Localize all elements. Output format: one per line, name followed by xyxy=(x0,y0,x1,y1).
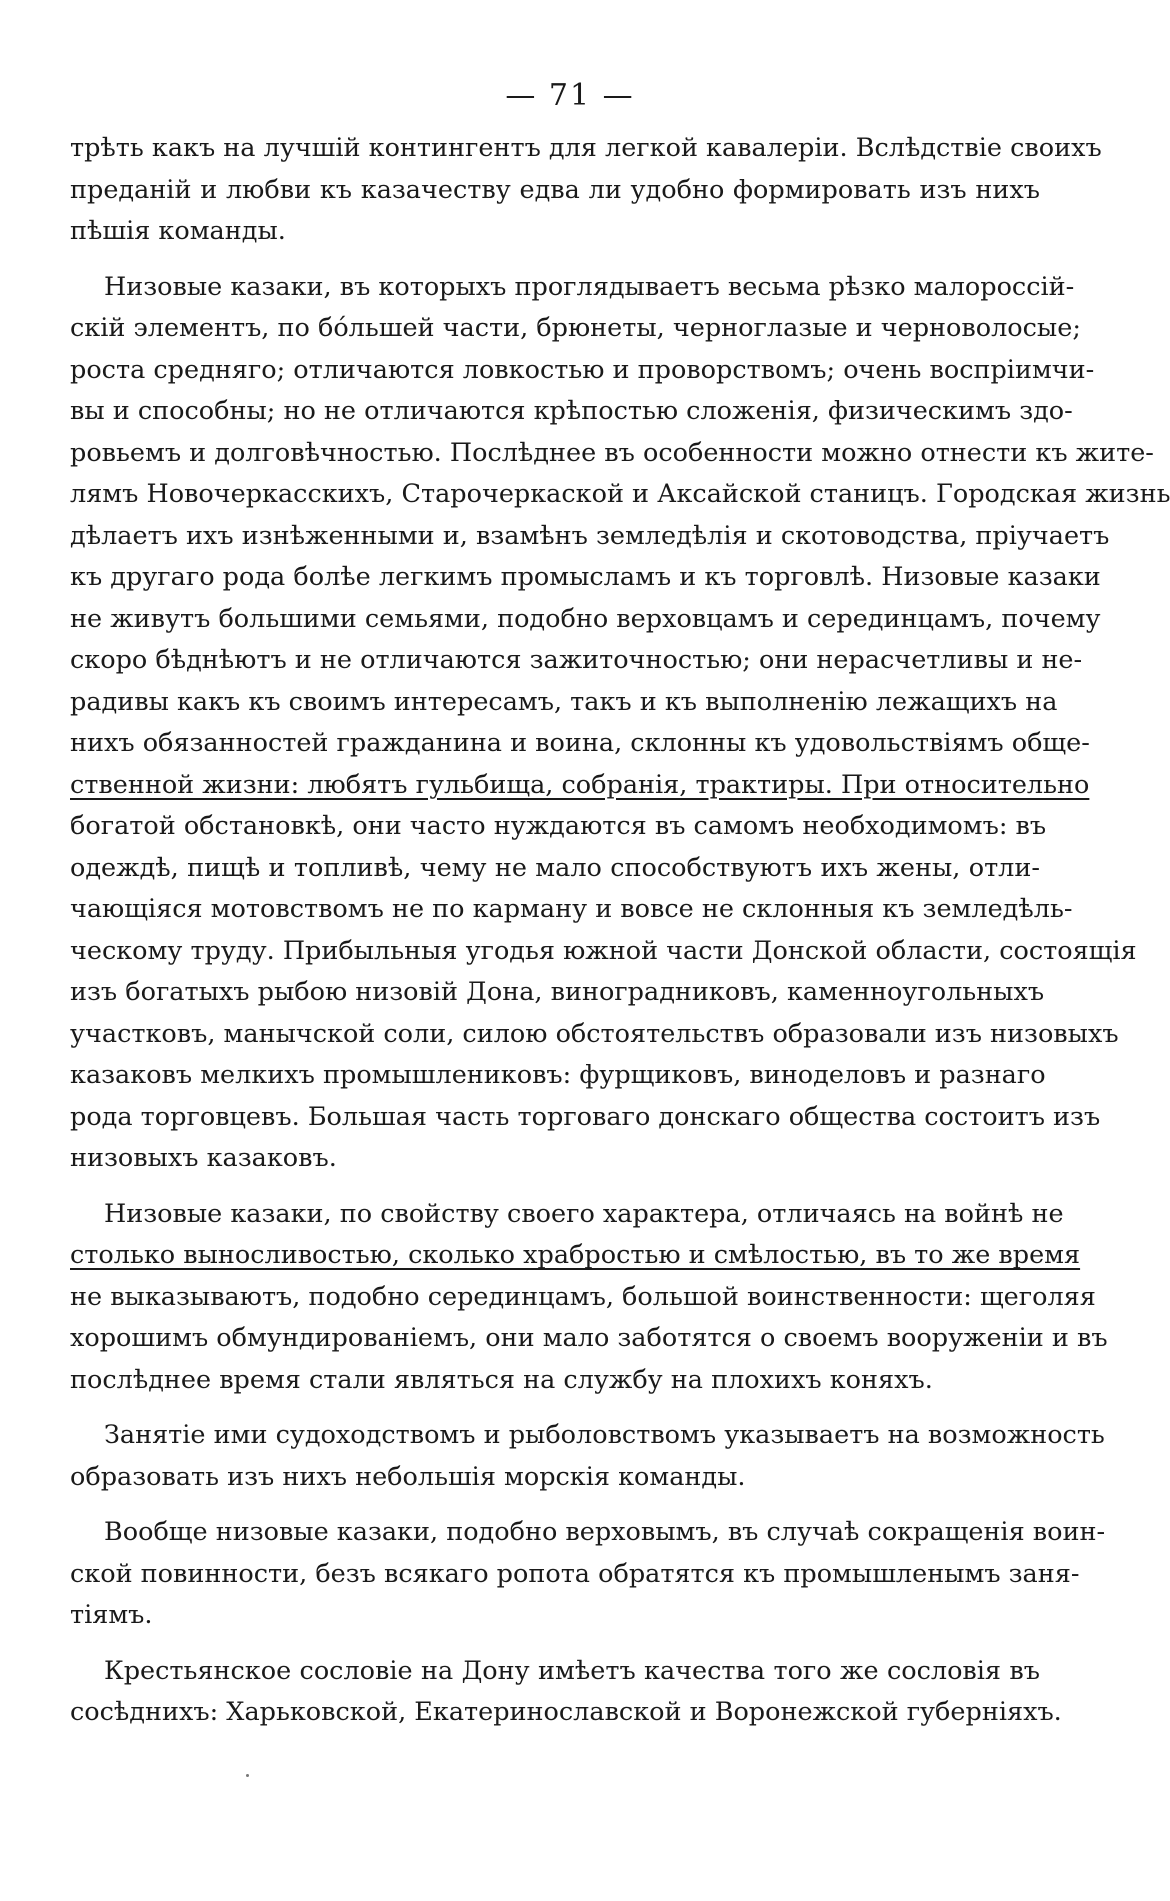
paragraph-2 xyxy=(70,267,1170,1180)
text-line: одеждѣ, пищѣ и топливѣ, чему не мало способствуютъ ихъ жены, отли- xyxy=(70,852,1040,883)
text-line: пѣшія команды. xyxy=(70,216,286,246)
text-line: Крестьянское сословіе на Дону имѣетъ качества того же сословія въ xyxy=(104,1655,1040,1686)
text-line: скоро бѣднѣютъ и не отличаются зажиточностью; они нерасчетливы и не- xyxy=(70,645,1083,675)
text-line: Занятіе ими судоходствомъ и рыболовствомъ указываетъ на возможность xyxy=(104,1420,1105,1450)
text-line: лямъ Новочеркасскихъ, Старочеркаской и Аксайской станицъ. Городская жизнь xyxy=(70,479,1170,509)
text-line: рода торговцевъ. Большая часть торговаго донскаго общества состоитъ изъ xyxy=(70,1101,1101,1132)
text-line: низовыхъ казаковъ. xyxy=(70,1143,337,1173)
paragraph-6 xyxy=(70,1651,1062,1734)
text-line: послѣднее время стали являться на службу на плохихъ коняхъ. xyxy=(70,1364,933,1395)
text-line: трѣть какъ на лучшій контингентъ для легкой кавалеріи. Вслѣдствіе своихъ xyxy=(70,133,1102,163)
text-line: изъ богатыхъ рыбою низовій Дона, виноградниковъ, каменноугольныхъ xyxy=(70,977,1045,1007)
text-line: ческому труду. Прибыльныя угодья южной части Донской области, состоящія xyxy=(70,935,1137,966)
text-line: дѣлаетъ ихъ изнѣженными и, взамѣнъ земледѣлія и скотоводства, пріучаетъ xyxy=(70,520,1110,551)
text-line: Низовые казаки, по свойству своего характера, отличаясь на войнѣ не xyxy=(104,1198,1064,1229)
text-line-underlined: столько выносливостью, сколько храбростью и смѣлостью, въ то же время xyxy=(70,1240,1081,1270)
text-line: богатой обстановкѣ, они часто нуждаются въ самомъ необходимомъ: въ xyxy=(70,811,1047,841)
print-speck xyxy=(246,1774,249,1777)
text-line: казаковъ мелкихъ промышлениковъ: фурщиковъ, виноделовъ и разнаго xyxy=(70,1060,1046,1090)
text-line: тіямъ. xyxy=(70,1600,153,1630)
text-line: къ другаго рода болѣе легкимъ промысламъ и къ торговлѣ. Низовые казаки xyxy=(70,562,1101,592)
text-line: нихъ обязанностей гражданина и воина, склонны къ удовольствіямъ обще- xyxy=(70,728,1090,758)
text-line: не живутъ большими семьями, подобно верховцамъ и серединцамъ, почему xyxy=(70,603,1101,634)
paragraph-1 xyxy=(70,128,1102,253)
text-line: сосѣднихъ: Харьковской, Екатеринославской и Воронежской губерніяхъ. xyxy=(70,1697,1062,1727)
paragraph-3 xyxy=(70,1194,1108,1402)
text-line: преданій и любви къ казачеству едва ли удобно формировать изъ нихъ xyxy=(70,174,1040,205)
text-line: хорошимъ обмундированіемъ, они мало заботятся о своемъ вооруженіи и въ xyxy=(70,1323,1108,1353)
text-line: роста средняго; отличаются ловкостью и проворствомъ; очень воспріимчи- xyxy=(70,354,1095,385)
text-line: образовать изъ нихъ небольшія морскія команды. xyxy=(70,1461,746,1492)
paragraph-4 xyxy=(70,1415,1105,1498)
text-line: скій элементъ, по бóльшей части, брюнеты, черноглазые и черноволосые; xyxy=(70,313,1081,343)
text-line: не выказываютъ, подобно серединцамъ, большой воинственности: щеголяя xyxy=(70,1281,1096,1312)
text-line: участковъ, манычской соли, силою обстоятельствъ образовали изъ низовыхъ xyxy=(70,1018,1119,1049)
text-line-underlined: ственной жизни: любятъ гульбища, собранія, трактиры. При относительно xyxy=(70,769,1090,800)
text-line: ровьемъ и долговѣчностью. Послѣднее въ особенности можно отнести къ жите- xyxy=(70,437,1154,468)
text-line: радивы какъ къ своимъ интересамъ, такъ и къ выполненію лежащихъ на xyxy=(70,686,1058,717)
text-line: ской повинности, безъ всякаго ропота обратятся къ промышленымъ заня- xyxy=(70,1558,1080,1589)
text-line: чающіяся мотовствомъ не по карману и вовсе не склонныя къ земледѣль- xyxy=(70,894,1073,924)
body-text xyxy=(70,128,1170,1734)
text-line: Низовые казаки, въ которыхъ проглядываетъ весьма рѣзко малороссій- xyxy=(104,271,1075,302)
page-number: — 71 — xyxy=(505,78,635,113)
paragraph-5 xyxy=(70,1512,1106,1637)
text-line: вы и способны; но не отличаются крѣпостью сложенія, физическимъ здо- xyxy=(70,396,1073,426)
text-line: Вообще низовые казаки, подобно верховымъ, въ случаѣ сокращенія воин- xyxy=(104,1517,1106,1547)
